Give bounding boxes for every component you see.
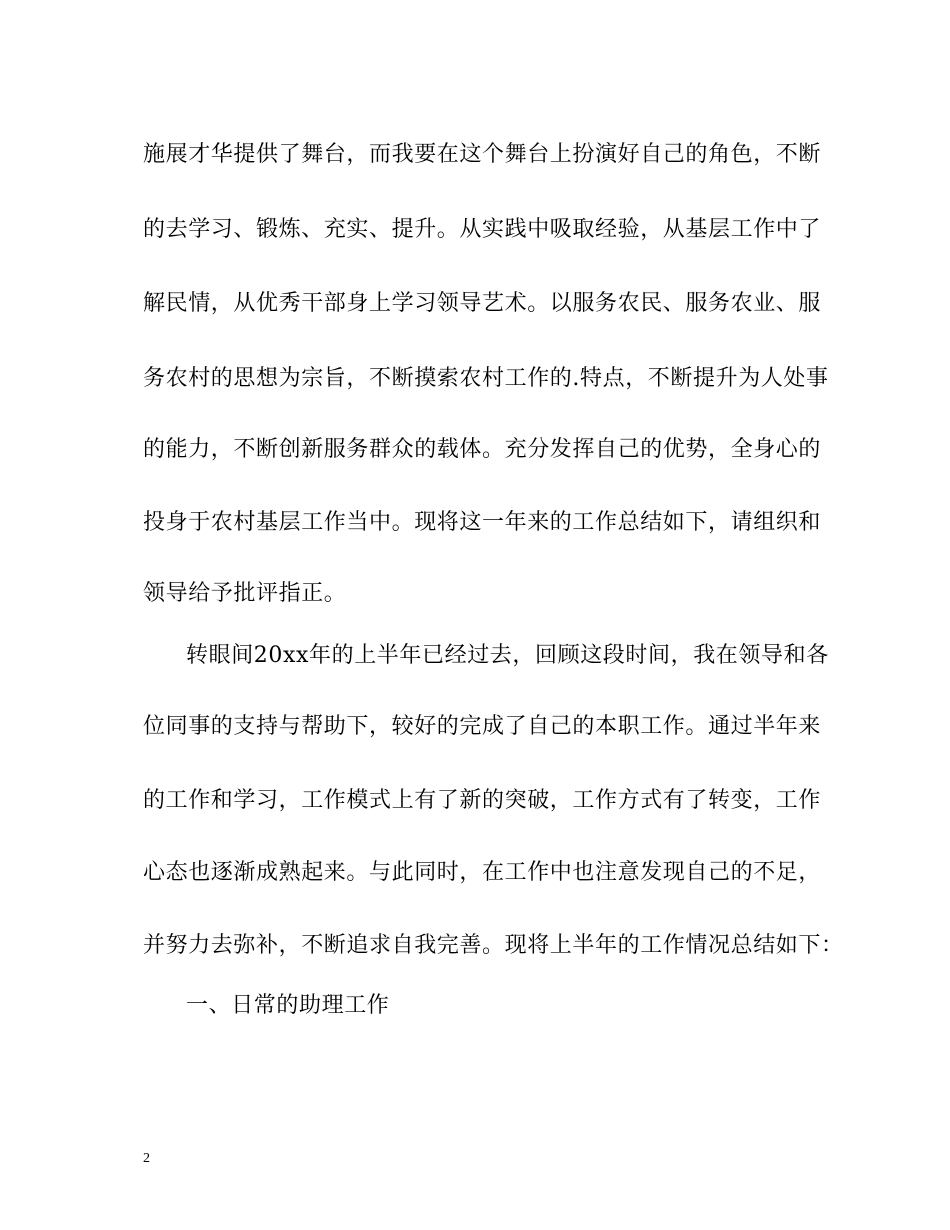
text-line: 的去学习、锻炼、充实、提升。从实践中吸取经验，从基层工作中了 xyxy=(143,217,822,242)
paragraph-first-line: 转眼间20xx年的上半年已经过去，回顾这段时间，我在领导和各 xyxy=(186,643,829,668)
text-line: 施展才华提供了舞台，而我要在这个舞台上扮演好自己的角色，不断 xyxy=(143,142,822,167)
text-line: 解民情，从优秀干部身上学习领导艺术。以服务农民、服务农业、服 xyxy=(143,291,822,316)
text-line: 务农村的思想为宗旨，不断摸索农村工作的.特点，不断提升为人处事 xyxy=(143,366,829,391)
section-heading: 一、日常的助理工作 xyxy=(186,993,390,1018)
text-line: 的工作和学习，工作模式上有了新的突破，工作方式有了转变，工作 xyxy=(143,788,822,813)
text-line: 领导给予批评指正。 xyxy=(143,581,347,606)
text-line: 心态也逐渐成熟起来。与此同时，在工作中也注意发现自己的不足， xyxy=(143,860,822,885)
page-number: 2 xyxy=(143,1151,150,1166)
text-line: 并努力去弥补，不断追求自我完善。现将上半年的工作情况总结如下： xyxy=(143,933,844,958)
text-line: 投身于农村基层工作当中。现将这一年来的工作总结如下，请组织和 xyxy=(143,510,822,535)
text-line: 位同事的支持与帮助下，较好的完成了自己的本职工作。通过半年来 xyxy=(143,714,822,739)
text-line: 的能力，不断创新服务群众的载体。充分发挥自己的优势，全身心的 xyxy=(143,437,822,462)
